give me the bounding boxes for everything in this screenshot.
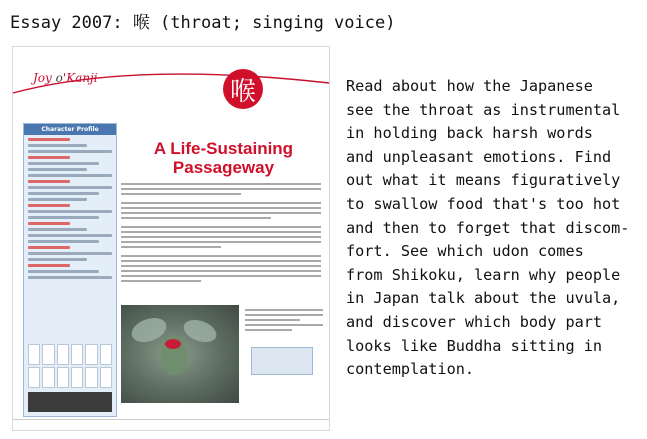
description-line: and unpleasant emotions. Find [346, 147, 612, 166]
bird-throat [165, 339, 181, 349]
description-line: and discover which body part [346, 312, 603, 331]
photo-caption-text [245, 309, 323, 334]
article-thumbnail[interactable] [12, 46, 330, 431]
article-footer [13, 419, 329, 430]
description-line: Read about how the Japanese [346, 77, 593, 95]
description-line: in holding back harsh words [346, 124, 593, 143]
profile-text [24, 135, 116, 285]
caption-callout [251, 347, 313, 375]
essay-description [346, 75, 646, 382]
hummingbird-photo [121, 305, 239, 403]
article-body-text [121, 183, 321, 285]
description-line: to swallow food that's too hot [346, 194, 621, 213]
stroke-order-grid [28, 344, 112, 388]
essay-heading: Essay 2007: 喉 (throat; singing voice) [10, 13, 396, 33]
description-line: out what it means figuratively [346, 171, 621, 190]
description-line: from Shikoku, learn why people [346, 265, 621, 284]
character-profile-header: Character Profile [24, 124, 116, 135]
profile-table [28, 392, 112, 412]
kanji-seal: 喉 [223, 69, 263, 109]
article-title: A Life-Sustaining Passageway [153, 139, 294, 177]
description-line: see the throat as instrumental [346, 100, 621, 119]
character-profile-panel [23, 123, 117, 417]
brand-logo: Joy o'Kanji [33, 71, 98, 85]
description-line: and then to forget that discom- [346, 218, 630, 237]
description-line: in Japan talk about the uvula, [346, 289, 621, 308]
description-line: fort. See which udon comes [346, 242, 584, 261]
description-line: looks like Buddha sitting in [346, 336, 603, 355]
description-line: contemplation. [346, 360, 475, 379]
